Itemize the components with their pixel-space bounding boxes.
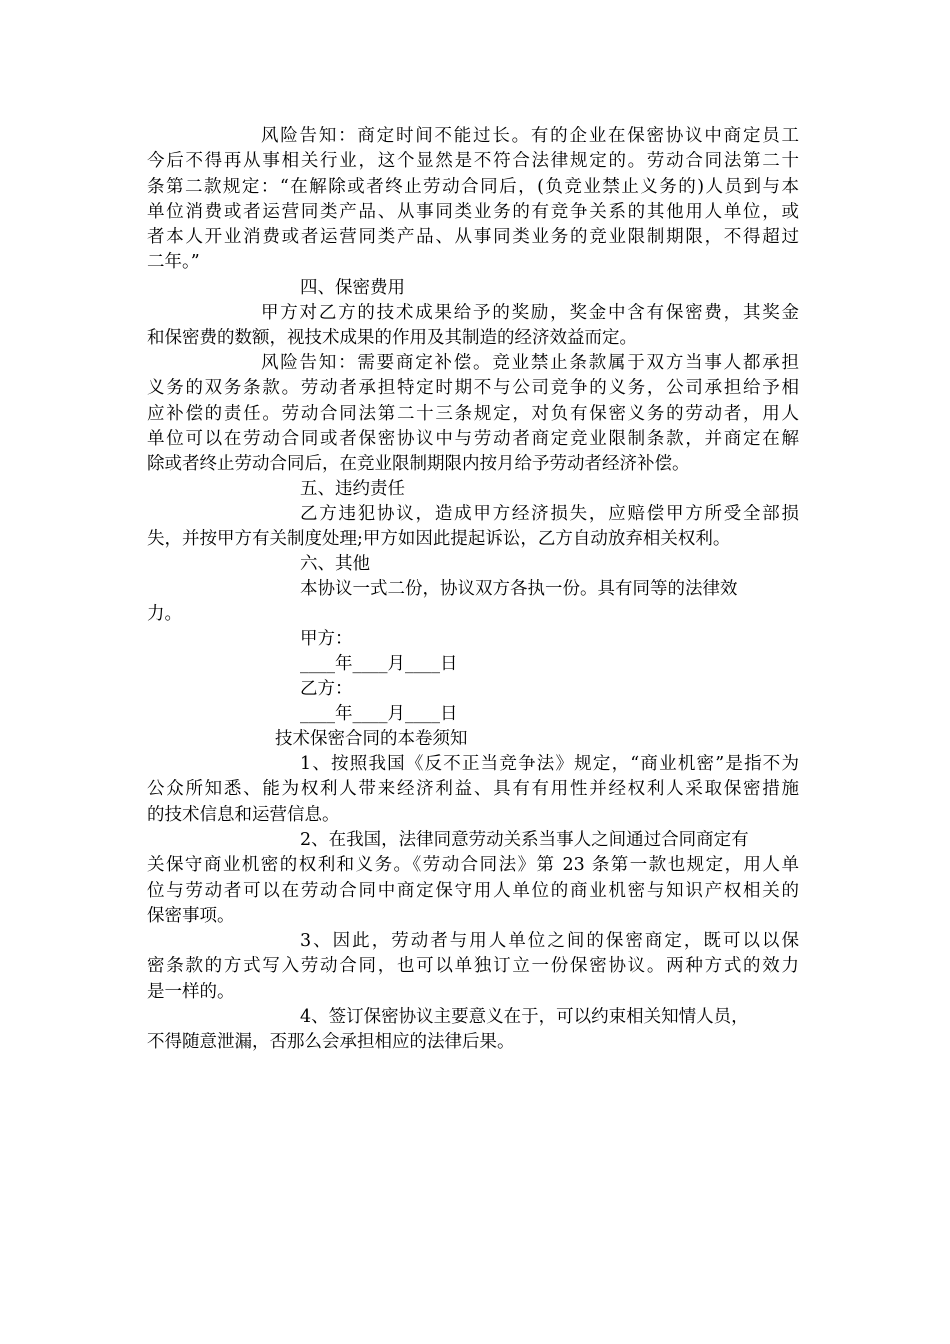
text-line: 义务的双务条款。劳动者承担特定时期不与公司竞争的义务，公司承担给予相 <box>147 378 799 399</box>
text-line: 二年。” <box>147 252 200 273</box>
section-heading-confidentiality-fee <box>147 276 799 301</box>
text-line: 者本人开业消费或者运营同类产品、从事同类业务的竞业限制期限，不得超过 <box>147 227 799 248</box>
text-line: ____年____月____日 <box>300 704 458 724</box>
notice-item-4 <box>147 1005 799 1056</box>
text-line: 公众所知悉、能为权利人带来经济利益、具有有用性并经权利人采取保密措施 <box>147 779 799 800</box>
text-line: 力。 <box>147 604 182 625</box>
text-line: 保密事项。 <box>147 905 235 926</box>
text-line: 乙方违犯协议，造成甲方经济损失，应赔偿甲方所受全部损 <box>300 504 799 524</box>
text-line: 风险告知：商定时间不能过长。有的企业在保密协议中商定员工 <box>261 126 799 146</box>
party-a-date <box>147 652 799 677</box>
heading-text: 六、其他 <box>300 554 370 574</box>
text-line: 乙方： <box>300 679 353 699</box>
text-line: 应补偿的责任。劳动合同法第二十三条规定，对负有保密义务的劳动者，用人 <box>147 403 799 424</box>
heading-text: 五、违约责任 <box>300 479 405 499</box>
text-line: 4、签订保密协议主要意义在于，可以约束相关知情人员， <box>300 1007 749 1027</box>
notice-title <box>147 727 799 752</box>
text-line: 位与劳动者可以在劳动合同中商定保守用人单位的商业机密与知识产权相关的 <box>147 880 799 901</box>
party-b-label <box>147 677 799 702</box>
text-line: 甲方对乙方的技术成果给予的奖励，奖金中含有保密费，其奖金 <box>261 303 799 323</box>
text-line: 失，并按甲方有关制度处理;甲方如因此提起诉讼，乙方自动放弃相关权利。 <box>147 529 731 550</box>
heading-text: 四、保密费用 <box>300 278 405 298</box>
text-line: 单位可以在劳动合同或者保密协议中与劳动者商定竞业限制条款，并商定在解 <box>147 428 799 449</box>
text-line: 3、因此，劳动者与用人单位之间的保密商定，既可以以保 <box>300 931 799 951</box>
text-line: 的技术信息和运营信息。 <box>147 804 340 825</box>
text-line: 密条款的方式写入劳动合同，也可以单独订立一份保密协议。两种方式的效力 <box>147 956 799 977</box>
heading-text: 技术保密合同的本卷须知 <box>275 729 468 749</box>
text-line: 不得随意泄漏，否那么会承担相应的法律后果。 <box>147 1032 515 1053</box>
text-line: 2、在我国，法律同意劳动关系当事人之间通过合同商定有 <box>300 830 749 850</box>
copies-paragraph <box>147 577 799 628</box>
text-line: 甲方： <box>300 629 353 649</box>
text-line: 风险告知：需要商定补偿。竞业禁止条款属于双方当事人都承担 <box>261 353 799 373</box>
text-line: 1、按照我国《反不正当竞争法》规定，“商业机密”是指不为 <box>300 754 799 774</box>
text-line: 除或者终止劳动合同后，在竞业限制期限内按月给予劳动者经济补偿。 <box>147 454 690 475</box>
text-line: 和保密费的数额，视技术成果的作用及其制造的经济效益而定。 <box>147 328 637 349</box>
risk-notice-compensation-paragraph <box>147 351 799 477</box>
party-b-date <box>147 702 799 727</box>
text-line: 关保守商业机密的权利和义务。《劳动合同法》第 23 条第一款也规定，用人单 <box>147 855 799 876</box>
text-line: 本协议一式二份，协议双方各执一份。具有同等的法律效 <box>300 579 738 599</box>
text-line: 单位消费或者运营同类产品、从事同类业务的有竞争关系的其他用人单位，或 <box>147 201 799 222</box>
notice-item-2 <box>147 828 799 929</box>
text-line: 是一样的。 <box>147 981 235 1002</box>
notice-item-1 <box>147 752 799 828</box>
text-line: ____年____月____日 <box>300 654 458 674</box>
section-heading-other <box>147 552 799 577</box>
notice-item-3 <box>147 929 799 1005</box>
fee-paragraph <box>147 301 799 352</box>
breach-paragraph <box>147 502 799 553</box>
text-line: 条第二款规定：“在解除或者终止劳动合同后，(负竞业禁止义务的)人员到与本 <box>147 176 799 197</box>
party-a-label <box>147 627 799 652</box>
section-heading-liability <box>147 477 799 502</box>
risk-notice-term-paragraph <box>147 124 799 276</box>
text-line: 今后不得再从事相关行业，这个显然是不符合法律规定的。劳动合同法第二十 <box>147 151 799 172</box>
